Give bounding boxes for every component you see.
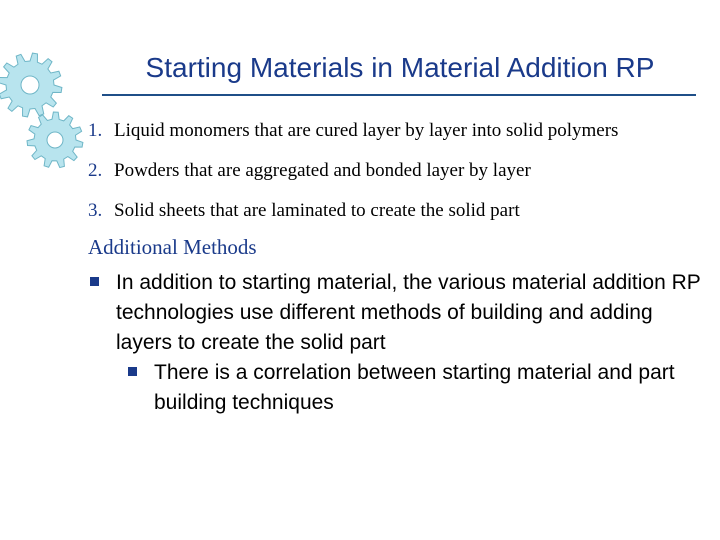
list-number: 3.: [88, 200, 103, 221]
list-item-text: Powders that are aggregated and bonded layer by layer: [114, 160, 531, 181]
list-item: [88, 118, 618, 158]
gear-icon: [0, 30, 90, 170]
sub-bullet-text: There is a correlation between starting material and part building techniques: [154, 361, 675, 414]
gear-hole: [21, 76, 39, 94]
bullet-list: [88, 268, 708, 418]
bullet-square-icon: [90, 277, 99, 286]
list-item-text: Liquid monomers that are cured layer by layer into solid polymers: [114, 120, 619, 141]
section-heading: Additional Methods: [88, 235, 257, 259]
list-number: 2.: [88, 160, 103, 181]
sub-bullet-item: [88, 358, 708, 418]
list-number: 1.: [88, 120, 103, 141]
bullet-square-icon: [128, 367, 137, 376]
list-item: [88, 198, 618, 238]
list-item-text: Solid sheets that are laminated to create the solid part: [114, 200, 520, 221]
list-item: [88, 158, 618, 198]
bullet-text: In addition to starting material, the various material addition RP technologies use different methods of building and adding layers to create the solid part: [116, 271, 701, 354]
gear-hole: [47, 132, 63, 148]
title-divider: [102, 94, 696, 96]
bullet-item: [88, 268, 708, 358]
slide-title: Starting Materials in Material Addition RP: [145, 52, 655, 83]
numbered-list: [88, 118, 618, 238]
